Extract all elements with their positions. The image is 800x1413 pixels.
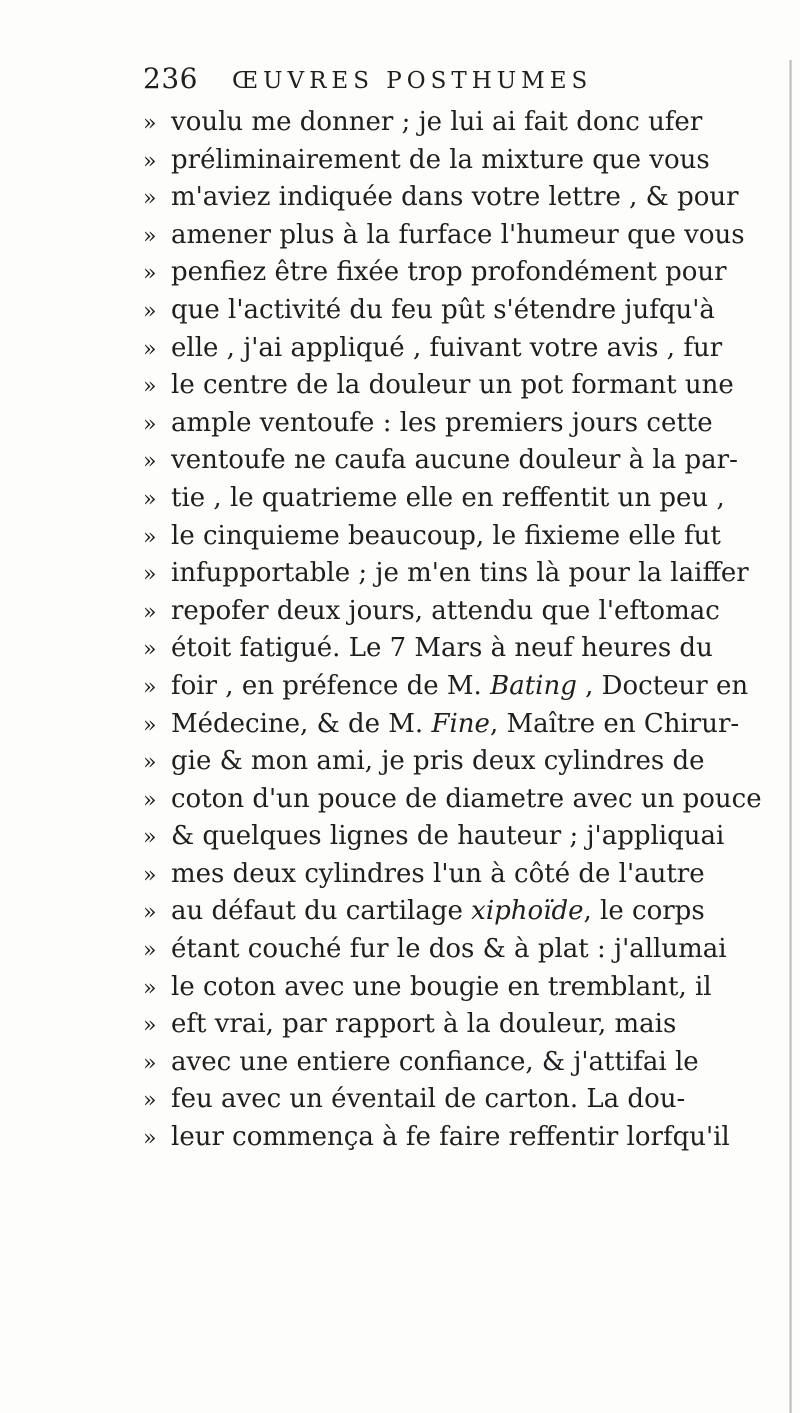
line-text: gie & mon ami, je pris deux cylindres de: [171, 746, 705, 777]
text-line: [143, 405, 783, 443]
text-line: [143, 1044, 783, 1082]
guillemet: »: [143, 374, 157, 400]
text-line: [143, 668, 783, 706]
line-text-after: , Maître en Chirur-: [489, 708, 740, 739]
text-line: [143, 969, 783, 1007]
text-line: [143, 330, 783, 368]
text-line: [143, 818, 783, 856]
guillemet: »: [143, 1013, 157, 1039]
guillemet: »: [143, 750, 157, 776]
guillemet: »: [143, 637, 157, 663]
line-text: eft vrai, par rapport à la douleur, mais: [171, 1009, 677, 1040]
text-line: [143, 856, 783, 894]
line-text: mes deux cylindres l'un à côté de l'autre: [171, 858, 705, 889]
guillemet: »: [143, 787, 157, 813]
text-line: [143, 254, 783, 292]
line-text-before: au défaut du cartilage: [171, 896, 472, 927]
line-text: voulu me donner ; je lui ai fait donc ufer: [171, 107, 703, 137]
text-line: [143, 893, 783, 931]
line-text-after: , Docteur en: [576, 670, 749, 701]
guillemet: »: [143, 148, 157, 174]
line-text: tie , le quatrieme elle en reffentit un peu ,: [171, 482, 725, 513]
running-header: [143, 62, 592, 102]
text-line: [143, 292, 783, 330]
text-line: [143, 630, 783, 668]
running-title: ŒUVRES POSTHUMES: [231, 68, 593, 94]
guillemet: »: [143, 298, 157, 324]
guillemet: »: [143, 411, 157, 437]
page-number: 236: [143, 62, 198, 95]
guillemet: »: [143, 938, 157, 964]
guillemet: »: [143, 712, 157, 738]
text-line: [143, 142, 783, 180]
text-line: [143, 480, 783, 518]
line-text: leur commença à fe faire reffentir lorfqu'il: [171, 1122, 730, 1153]
text-line: [143, 593, 783, 631]
line-text: coton d'un pouce de diametre avec un pouce: [171, 783, 762, 814]
line-text: infupportable ; je m'en tins là pour la laiffer: [171, 558, 749, 589]
line-text: étant couché fur le dos & à plat : j'allumai: [171, 934, 727, 965]
line-text-italic: xiphoïde: [471, 896, 584, 927]
guillemet: »: [143, 562, 157, 588]
line-text: penfiez être fixée trop profondément pour: [171, 257, 727, 288]
text-line: [143, 781, 783, 819]
page-edge-shadow: [789, 60, 792, 1413]
guillemet: »: [143, 599, 157, 625]
text-line: [143, 1006, 783, 1044]
guillemet: »: [143, 1088, 157, 1114]
guillemet: »: [143, 111, 157, 136]
text-line: [143, 931, 783, 969]
line-text: repofer deux jours, attendu que l'eftomac: [171, 595, 720, 626]
text-line: [143, 104, 783, 142]
line-text-italic: Fine: [431, 708, 490, 739]
line-text: préliminairement de la mixture que vous: [171, 144, 710, 175]
line-text-before: Médecine, & de M.: [171, 708, 432, 739]
guillemet: »: [143, 336, 157, 362]
line-text: amener plus à la furface l'humeur que vous: [171, 219, 745, 250]
guillemet: »: [143, 825, 157, 851]
line-text: ample ventoufe : les premiers jours cette: [171, 407, 713, 438]
guillemet: »: [143, 900, 157, 926]
line-text: m'aviez indiquée dans votre lettre , & pour: [171, 182, 739, 213]
text-line: [143, 1119, 783, 1157]
line-text-before: foir , en préfence de M.: [171, 670, 491, 701]
line-text: le cinquieme beaucoup, le fixieme elle fut: [171, 520, 721, 551]
guillemet: »: [143, 261, 157, 287]
line-text: ventoufe ne caufa aucune douleur à la par-: [171, 445, 738, 476]
line-text: elle , j'ai appliqué , fuivant votre avis , fur: [171, 332, 723, 363]
text-line: [143, 743, 783, 781]
text-line: [143, 367, 783, 405]
guillemet: »: [143, 186, 157, 212]
line-text: que l'activité du feu pût s'étendre jufqu'à: [171, 294, 715, 325]
text-line: [143, 518, 783, 556]
text-line: [143, 555, 783, 593]
guillemet: »: [143, 1126, 157, 1152]
text-line: [143, 1081, 783, 1119]
text-line: [143, 442, 783, 480]
text-line: [143, 179, 783, 217]
guillemet: »: [143, 223, 157, 249]
guillemet: »: [143, 449, 157, 475]
line-text: le coton avec une bougie en tremblant, il: [171, 971, 712, 1002]
line-text: & quelques lignes de hauteur ; j'appliquai: [171, 821, 725, 852]
guillemet: »: [143, 524, 157, 550]
text-line: [143, 217, 783, 255]
line-text: le centre de la douleur un pot formant une: [171, 370, 734, 401]
line-text: avec une entiere confiance, & j'attifai le: [171, 1046, 699, 1077]
body-text: [143, 104, 783, 1157]
line-text: feu avec un éventail de carton. La dou-: [171, 1084, 686, 1115]
guillemet: »: [143, 1050, 157, 1076]
line-text-after: , le corps: [583, 896, 705, 927]
line-text: étoit fatigué. Le 7 Mars à neuf heures du: [171, 633, 713, 664]
text-line: [143, 706, 783, 744]
line-text-italic: Bating: [490, 670, 577, 701]
guillemet: »: [143, 975, 157, 1001]
guillemet: »: [143, 486, 157, 512]
guillemet: »: [143, 862, 157, 888]
guillemet: »: [143, 674, 157, 700]
